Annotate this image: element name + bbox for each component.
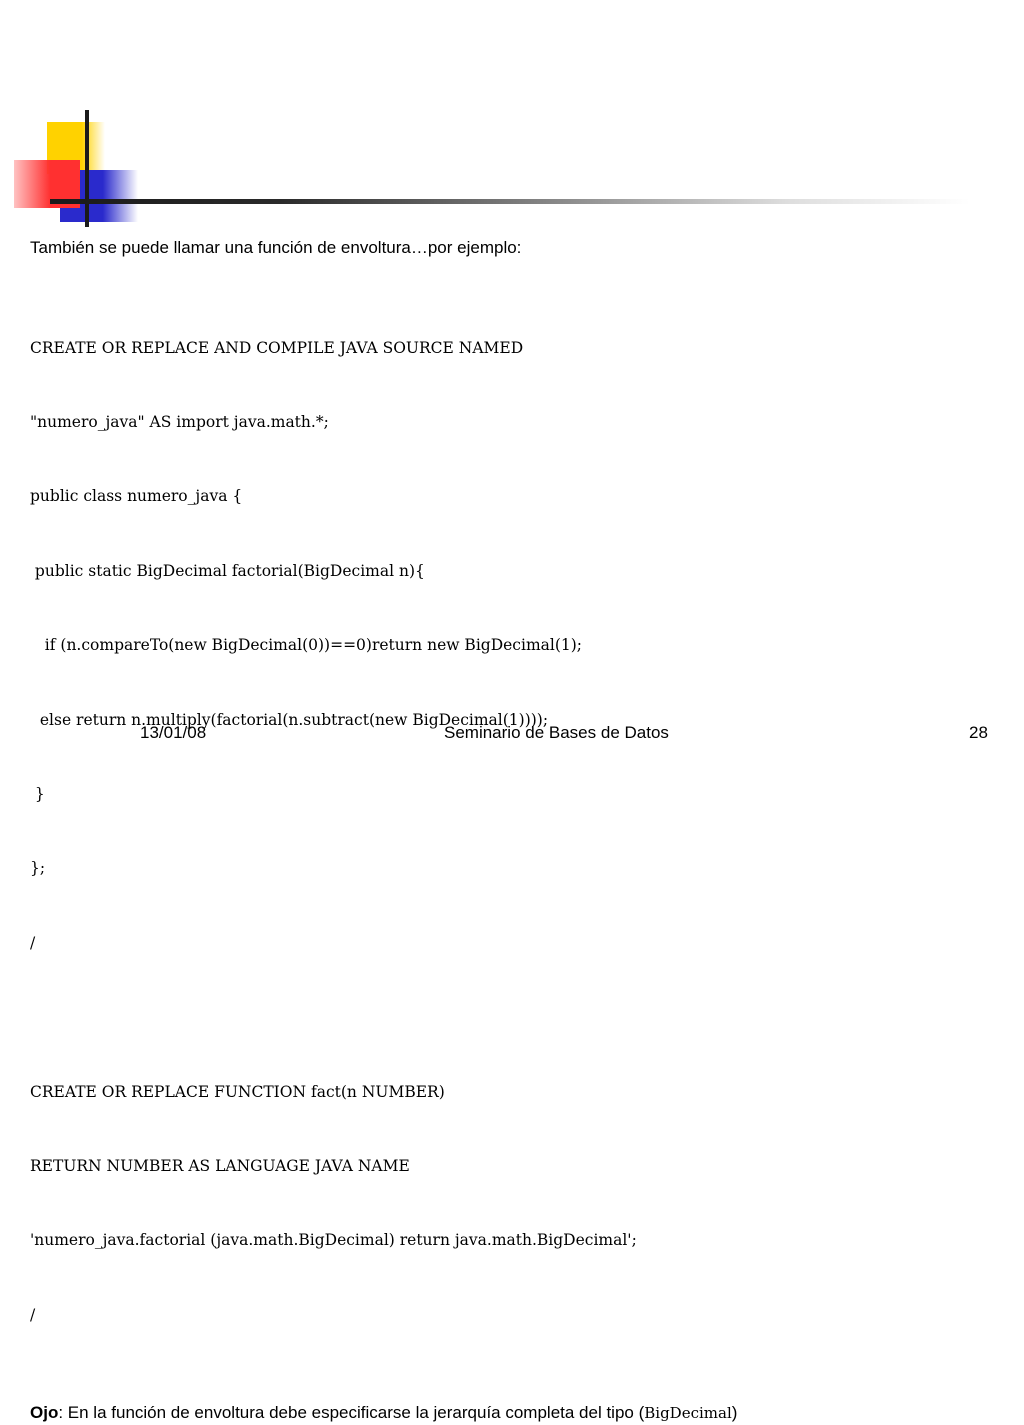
code-line: 'numero_java.factorial (java.math.BigDecimal) return java.math.BigDecimal'; <box>30 1231 637 1250</box>
code-line: } <box>30 784 45 803</box>
title-rule <box>50 199 970 204</box>
logo-vertical-line <box>85 110 89 227</box>
note-label: Ojo <box>30 1403 59 1423</box>
footer-title: Seminario de Bases de Datos <box>444 723 669 742</box>
code-line: public static BigDecimal factorial(BigDecimal n){ <box>30 561 425 580</box>
code-line <box>30 1005 990 1030</box>
slide-footer <box>0 723 1024 749</box>
slide-body <box>30 236 990 1425</box>
footer-page-number: 28 <box>969 723 988 742</box>
note-paragraph <box>30 1401 990 1425</box>
intro-text: También se puede llamar una función de envoltura…por ejemplo: <box>30 238 522 257</box>
code-line: public class numero_java { <box>30 487 243 506</box>
note-text: : En la función de envoltura debe especificarse la jerarquía completa del tipo ( <box>58 1403 645 1423</box>
code-line: CREATE OR REPLACE FUNCTION fact(n NUMBER) <box>30 1082 445 1101</box>
code-line: "numero_java" AS import java.math.*; <box>30 412 329 431</box>
code-line: / <box>30 1305 36 1324</box>
code-block <box>30 286 990 1377</box>
note-type-name: BigDecimal <box>644 1404 732 1423</box>
code-line: CREATE OR REPLACE AND COMPILE JAVA SOURCE NAMED <box>30 338 524 357</box>
code-line: else return n.multiply(factorial(n.subtract(new BigDecimal(1)))); <box>30 710 549 729</box>
code-line: RETURN NUMBER AS LANGUAGE JAVA NAME <box>30 1156 410 1175</box>
code-line: }; <box>30 859 46 878</box>
note-close-paren: ) <box>731 1403 738 1423</box>
slide-logo-decoration <box>0 0 150 240</box>
footer-date: 13/01/08 <box>140 723 207 742</box>
footer-title-wrap <box>444 723 844 743</box>
code-line: if (n.compareTo(new BigDecimal(0))==0)return new BigDecimal(1); <box>30 636 583 655</box>
code-line: / <box>30 933 36 952</box>
